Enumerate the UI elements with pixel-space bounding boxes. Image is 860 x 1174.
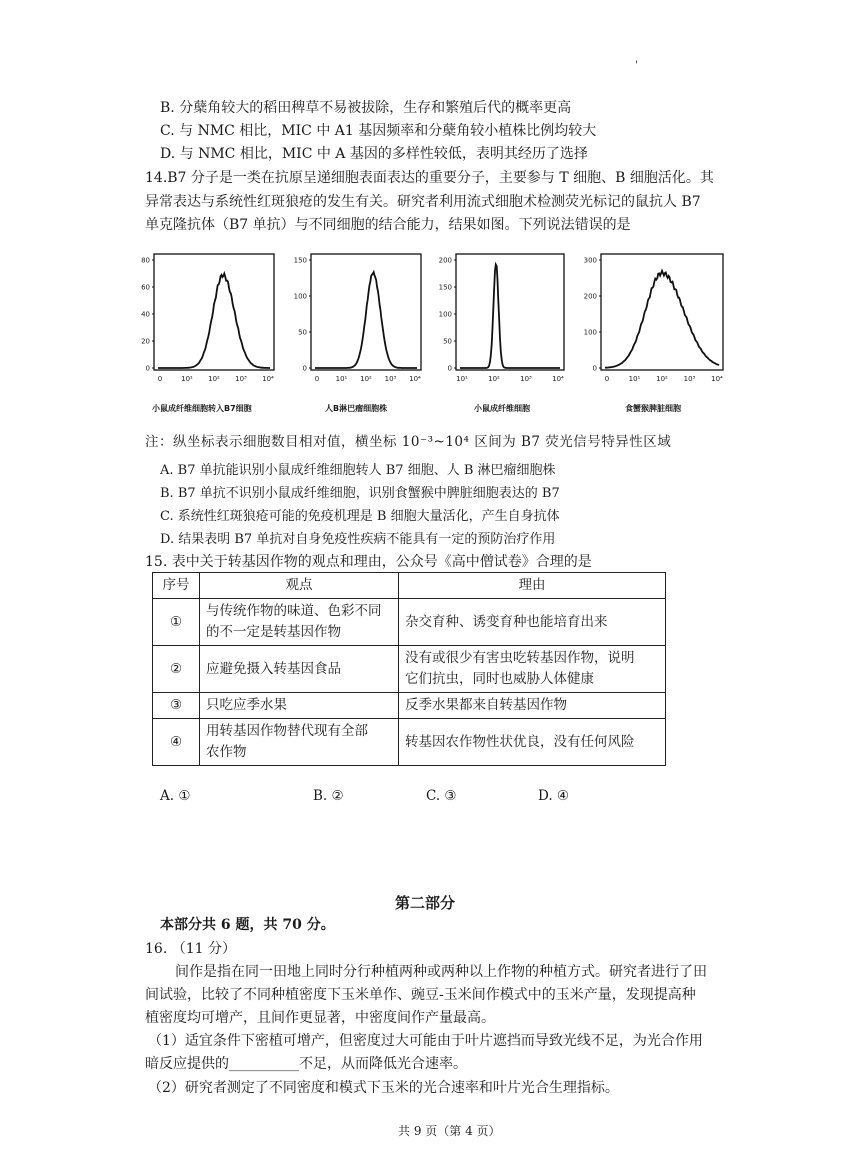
histogram-panel [432,248,570,384]
row-view: 用转基因作物替代现有全部 农作物 [200,719,399,766]
header-no: 序号 [153,573,200,599]
x-tick-label: 10³ [520,375,532,383]
q13-option-b: B. 分蘖角较大的稻田稗草不易被拔除，生存和繁殖后代的概率更高 [160,100,572,116]
row-reason: 反季水果都来自转基因作物 [399,693,666,719]
histogram-svg [577,248,729,384]
q16-head: 16. （11 分） [145,941,236,957]
y-tick-label: 0 [302,364,307,373]
table-row [153,719,666,766]
table-row [153,646,666,693]
row-view: 应避免摄入转基因食品 [200,646,399,693]
panel-caption: 小鼠成纤维细胞 [474,404,530,413]
histogram-curve [460,265,560,369]
q15-option-a: A. ① [160,788,191,804]
q16-para-line1: 间作是指在同一田地上同时分行种植两种或两种以上作物的种植方式。研究者进行了田 [175,964,707,980]
top-mark: ' [635,60,638,71]
y-tick-label: 150 [438,283,452,292]
page-footer: 共 9 页（第 4 页） [398,1124,501,1138]
histogram-panel [287,248,427,384]
gm-crops-table [152,572,666,766]
row-reason: 杂交育种、诱变育种也能培育出来 [399,599,666,646]
header-reason: 理由 [399,573,666,599]
x-tick-label: 10¹ [335,375,348,383]
q14-option-d: D. 结果表明 B7 单抗对自身免疫性疾病不能具有一定的预防治疗作用 [160,532,556,547]
y-tick-label: 150 [293,256,307,265]
q15-stem: 15. 表中关于转基因作物的观点和理由，公众号《高中僧试卷》合理的是 [145,554,592,570]
q16-sub1-line1: （1）适宜条件下密植可增产，但密度过大可能由于叶片遮挡而导致光线不足，为光合作用 [148,1033,703,1049]
q14-stem-line3: 单克隆抗体（B7 单抗）与不同细胞的结合能力，结果如图。下列说法错误的是 [145,217,631,233]
row-view: 只吃应季水果 [200,693,399,719]
x-tick-label: 10¹ [456,375,468,383]
y-tick-label: 40 [141,310,150,319]
x-tick-label: 10² [488,375,500,383]
q14-option-c: C. 系统性红斑狼疮可能的免疫机理是 B 细胞大量活化，产生自身抗体 [160,509,560,524]
y-tick-label: 100 [293,292,307,301]
row-no: ② [153,646,200,693]
x-tick-label: 10¹ [181,375,193,383]
x-tick-label: 10⁴ [262,375,274,383]
y-tick-label: 0 [592,364,597,373]
q16-sub2: （2）研究者测定了不同密度和模式下玉米的光合速率和叶片光合生理指标。 [148,1080,619,1096]
histogram-curve [158,274,270,368]
y-tick-label: 300 [583,256,597,265]
x-tick-label: 10⁴ [409,375,421,383]
q13-option-d: D. 与 NMC 相比，MIC 中 A 基因的多样性较低，表明其经历了选择 [160,146,588,162]
row-no: ③ [153,693,200,719]
q16-sub1-line2: 暗反应提供的__________不足，从而降低光合速率。 [145,1056,467,1072]
x-tick-label: 10² [656,375,668,383]
row-view: 与传统作物的味道、色彩不同 的不一定是转基因作物 [200,599,399,646]
y-tick-label: 0 [145,364,150,373]
y-tick-label: 50 [443,337,452,346]
q15-option-b: B. ② [313,788,344,804]
x-tick-label: 10³ [683,375,696,383]
histogram-svg [432,248,570,384]
table-row [153,599,666,646]
part2-desc: 本部分共 6 题，共 70 分。 [160,917,335,933]
y-tick-label: 200 [438,256,452,265]
q16-para-line3: 植密度均可增产，且间作更显著，中密度间作产量最高。 [145,1010,495,1026]
y-tick-label: 0 [447,364,452,373]
y-tick-label: 20 [141,337,150,346]
panel-caption: 食蟹猴脾脏细胞 [625,404,681,413]
q14-stem-line1: 14.B7 分子是一类在抗原呈递细胞表面表达的重要分子，主要参与 T 细胞、B 细胞活化。其 [145,170,714,186]
y-tick-label: 50 [298,328,307,337]
x-tick-label: 0 [157,375,163,383]
table-row [153,693,666,719]
y-tick-label: 200 [583,292,597,301]
header-view: 观点 [200,573,399,599]
q16-para-line2: 间试验，比较了不同种植密度下玉米单作、豌豆-玉米间作模式中的玉米产量，发现提高种 [145,987,696,1003]
q14-stem-line2: 异常表达与系统性红斑狼疮的发生有关。研究者利用流式细胞术检测荧光标记的鼠抗人 B7 [145,194,701,210]
histogram-panel [130,248,280,384]
y-tick-label: 60 [141,283,150,292]
x-tick-label: 10³ [384,375,397,383]
figure-note: 注：纵坐标表示细胞数目相对值，横坐标 10⁻³~10⁴ 区间为 B7 荧光信号特异性区域 [145,434,672,450]
q15-option-d: D. ④ [538,788,570,804]
x-tick-label: 10² [360,375,372,383]
x-tick-label: 0 [604,375,610,383]
plot-frame [456,254,564,370]
q15-option-c: C. ③ [426,788,457,804]
y-tick-label: 100 [438,310,452,319]
panel-caption: 人B淋巴瘤细胞株 [325,404,388,413]
histogram-curve [315,272,417,368]
histogram-curve [605,271,719,368]
row-reason: 没有或很少有害虫吃转基因作物，说明 它们抗虫，同时也威胁人体健康 [399,646,666,693]
x-tick-label: 10² [208,375,220,383]
panel-caption: 小鼠成纤维细胞转入B7细胞 [152,404,252,413]
histogram-svg [287,248,427,384]
y-tick-label: 100 [583,328,597,337]
table-header-row [153,573,666,599]
x-tick-label: 10⁴ [711,375,723,383]
row-no: ① [153,599,200,646]
x-tick-label: 10¹ [628,375,641,383]
x-tick-label: 0 [314,375,320,383]
y-tick-label: 80 [141,256,150,265]
row-reason: 转基因农作物性状优良，没有任何风险 [399,719,666,766]
q13-option-c: C. 与 NMC 相比，MIC 中 A1 基因频率和分蘖角较小植株比例均较大 [160,123,597,139]
part2-title: 第二部分 [395,894,456,912]
histogram-svg [130,248,280,384]
row-no: ④ [153,719,200,766]
histogram-panel [577,248,729,384]
x-tick-label: 10³ [235,375,247,383]
q14-option-b: B. B7 单抗不识别小鼠成纤维细胞，识别食蟹猴中脾脏细胞表达的 B7 [160,486,560,501]
x-tick-label: 10⁴ [552,375,564,383]
q14-option-a: A. B7 单抗能识别小鼠成纤维细胞转人 B7 细胞、人 B 淋巴瘤细胞株 [160,463,556,478]
plot-frame [154,254,274,370]
